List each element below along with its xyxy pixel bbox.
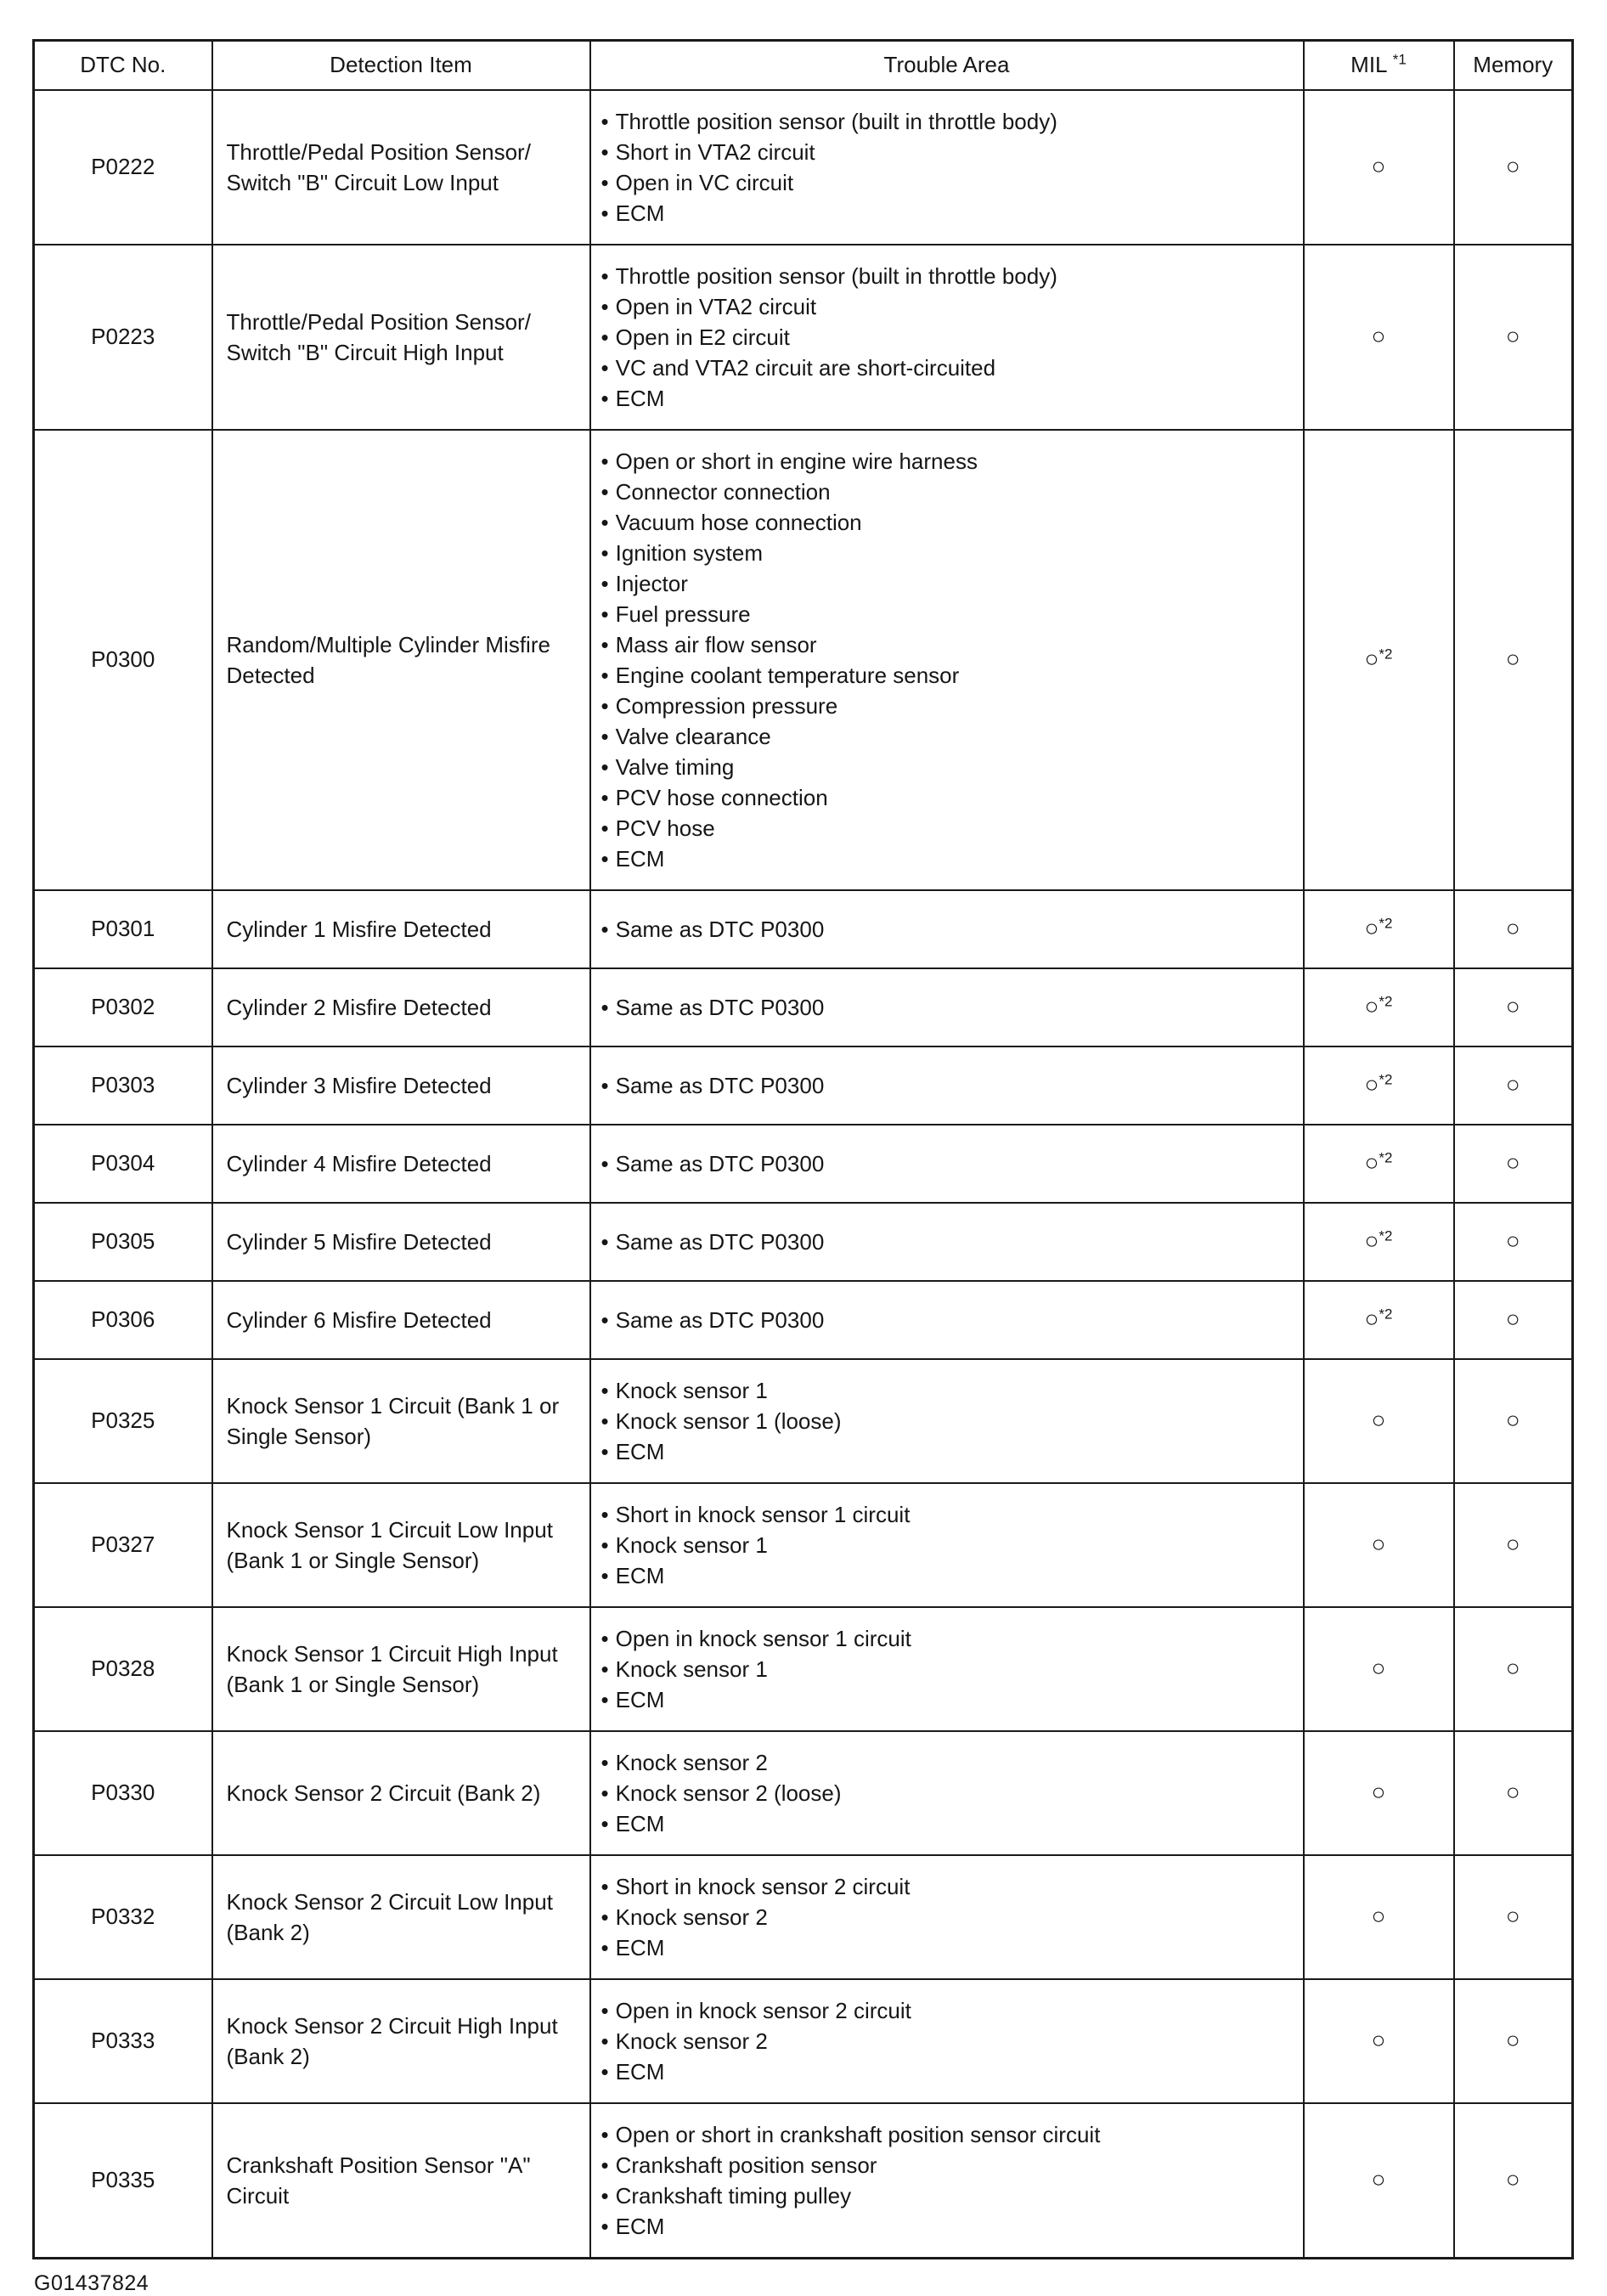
trouble-item: • ECM xyxy=(601,843,1294,874)
circle-icon: ○ xyxy=(1505,646,1520,672)
mil-cell xyxy=(1304,1855,1454,1979)
trouble-item: • Open in knock sensor 2 circuit xyxy=(601,1995,1294,2026)
bullet-icon: • xyxy=(601,108,609,134)
detection-item-cell: Cylinder 6 Misfire Detected xyxy=(212,1281,590,1359)
dtc-no-cell: P0335 xyxy=(34,2103,212,2259)
footnote-marker: *2 xyxy=(1379,1071,1393,1088)
dtc-no-cell: P0222 xyxy=(34,90,212,245)
footnote-marker: *1 xyxy=(1392,51,1407,68)
figure-code: G01437824 xyxy=(34,2271,149,2295)
circle-icon: ○ xyxy=(1505,915,1520,941)
detection-item-cell: Cylinder 5 Misfire Detected xyxy=(212,1203,590,1281)
trouble-item: • Ignition system xyxy=(601,538,1294,568)
bullet-icon: • xyxy=(601,1749,609,1775)
trouble-item: • Short in VTA2 circuit xyxy=(601,137,1294,167)
trouble-item: • Knock sensor 2 (loose) xyxy=(601,1778,1294,1808)
circle-icon: ○ xyxy=(1505,323,1520,349)
dtc-no-cell: P0332 xyxy=(34,1855,212,1979)
trouble-item: • Throttle position sensor (built in throttle body) xyxy=(601,106,1294,137)
trouble-item: • Knock sensor 2 xyxy=(601,1902,1294,1932)
trouble-item: • Knock sensor 1 xyxy=(601,1530,1294,1560)
detection-item-cell: Knock Sensor 1 Circuit (Bank 1 or Single Sensor) xyxy=(212,1359,590,1483)
trouble-area-cell xyxy=(590,890,1304,968)
detection-item-cell: Cylinder 2 Misfire Detected xyxy=(212,968,590,1046)
bullet-icon: • xyxy=(601,1532,609,1558)
circle-icon: ○ xyxy=(1505,2166,1520,2192)
detection-item-cell: Knock Sensor 2 Circuit (Bank 2) xyxy=(212,1731,590,1855)
circle-icon: ○ xyxy=(1371,153,1386,179)
header-trouble-area: Trouble Area xyxy=(590,41,1304,90)
bullet-icon: • xyxy=(601,2152,609,2178)
circle-icon: ○ xyxy=(1364,1071,1379,1097)
trouble-item: • Fuel pressure xyxy=(601,599,1294,629)
detection-item-cell: Throttle/Pedal Position Sensor/ Switch "B" Circuit Low Input xyxy=(212,90,590,245)
bullet-icon: • xyxy=(601,1501,609,1527)
memory-cell xyxy=(1454,2103,1573,2259)
trouble-item: • ECM xyxy=(601,383,1294,414)
circle-icon: ○ xyxy=(1364,993,1379,1019)
bullet-icon: • xyxy=(601,354,609,381)
circle-icon: ○ xyxy=(1505,1227,1520,1254)
footnote-marker: *2 xyxy=(1379,1306,1393,1323)
circle-icon: ○ xyxy=(1371,1407,1386,1433)
table-row xyxy=(34,90,1573,245)
bullet-icon: • xyxy=(601,1228,609,1255)
table-row xyxy=(34,430,1573,890)
trouble-item: • Short in knock sensor 1 circuit xyxy=(601,1499,1294,1530)
trouble-item: • ECM xyxy=(601,198,1294,228)
trouble-item: • ECM xyxy=(601,1436,1294,1467)
dtc-no-cell: P0305 xyxy=(34,1203,212,1281)
circle-icon: ○ xyxy=(1505,153,1520,179)
table-header-row xyxy=(34,41,1573,90)
mil-cell xyxy=(1304,1483,1454,1607)
bullet-icon: • xyxy=(601,2182,609,2209)
trouble-item: • Short in knock sensor 2 circuit xyxy=(601,1871,1294,1902)
bullet-icon: • xyxy=(601,1997,609,2023)
trouble-area-cell xyxy=(590,1125,1304,1203)
footnote-marker: *2 xyxy=(1379,1227,1393,1244)
bullet-icon: • xyxy=(601,324,609,350)
trouble-item: • Knock sensor 2 xyxy=(601,2026,1294,2056)
circle-icon: ○ xyxy=(1364,1149,1379,1176)
trouble-item: • Same as DTC P0300 xyxy=(601,1227,1294,1257)
bullet-icon: • xyxy=(601,1904,609,1930)
bullet-icon: • xyxy=(601,1377,609,1403)
trouble-area-cell xyxy=(590,1979,1304,2103)
header-detection-item: Detection Item xyxy=(212,41,590,90)
bullet-icon: • xyxy=(601,916,609,942)
trouble-item: • Knock sensor 1 xyxy=(601,1654,1294,1684)
mil-cell xyxy=(1304,2103,1454,2259)
mil-cell xyxy=(1304,890,1454,968)
header-memory: Memory xyxy=(1454,41,1573,90)
trouble-item: • PCV hose xyxy=(601,813,1294,843)
dtc-no-cell: P0302 xyxy=(34,968,212,1046)
bullet-icon: • xyxy=(601,293,609,319)
bullet-icon: • xyxy=(601,2058,609,2084)
bullet-icon: • xyxy=(601,2213,609,2239)
bullet-icon: • xyxy=(601,1934,609,1960)
trouble-area-cell xyxy=(590,2103,1304,2259)
circle-icon: ○ xyxy=(1371,1779,1386,1805)
bullet-icon: • xyxy=(601,1562,609,1588)
bullet-icon: • xyxy=(601,448,609,474)
bullet-icon: • xyxy=(601,200,609,226)
trouble-item: • Open in E2 circuit xyxy=(601,322,1294,353)
trouble-area-cell xyxy=(590,1855,1304,1979)
footnote-marker: *2 xyxy=(1379,915,1393,932)
memory-cell xyxy=(1454,1483,1573,1607)
trouble-item: • VC and VTA2 circuit are short-circuited xyxy=(601,353,1294,383)
bullet-icon: • xyxy=(601,2121,609,2147)
mil-cell xyxy=(1304,1979,1454,2103)
circle-icon: ○ xyxy=(1364,915,1379,941)
mil-cell xyxy=(1304,1607,1454,1731)
bullet-icon: • xyxy=(601,1625,609,1651)
bullet-icon: • xyxy=(601,1438,609,1464)
circle-icon: ○ xyxy=(1364,1227,1379,1254)
trouble-item: • Crankshaft position sensor xyxy=(601,2150,1294,2180)
detection-item-cell: Knock Sensor 1 Circuit Low Input (Bank 1 or Single Sensor) xyxy=(212,1483,590,1607)
circle-icon: ○ xyxy=(1505,1531,1520,1557)
trouble-area-cell xyxy=(590,1483,1304,1607)
trouble-item: • Open in knock sensor 1 circuit xyxy=(601,1623,1294,1654)
bullet-icon: • xyxy=(601,385,609,411)
trouble-area-cell xyxy=(590,1046,1304,1125)
circle-icon: ○ xyxy=(1371,1531,1386,1557)
mil-cell xyxy=(1304,1125,1454,1203)
memory-cell xyxy=(1454,968,1573,1046)
circle-icon: ○ xyxy=(1505,993,1520,1019)
circle-icon: ○ xyxy=(1371,2166,1386,2192)
bullet-icon: • xyxy=(601,692,609,719)
bullet-icon: • xyxy=(601,138,609,165)
memory-cell xyxy=(1454,1855,1573,1979)
trouble-area-cell xyxy=(590,1731,1304,1855)
table-row xyxy=(34,1483,1573,1607)
trouble-item: • Same as DTC P0300 xyxy=(601,1305,1294,1335)
trouble-item: • Compression pressure xyxy=(601,691,1294,721)
trouble-item: • Connector connection xyxy=(601,477,1294,507)
trouble-item: • Same as DTC P0300 xyxy=(601,914,1294,945)
trouble-area-cell xyxy=(590,1281,1304,1359)
circle-icon: ○ xyxy=(1505,1779,1520,1805)
memory-cell xyxy=(1454,1203,1573,1281)
table-row xyxy=(34,1359,1573,1483)
mil-cell xyxy=(1304,1731,1454,1855)
table-row xyxy=(34,1979,1573,2103)
trouble-area-cell xyxy=(590,245,1304,430)
bullet-icon: • xyxy=(601,570,609,596)
trouble-item: • ECM xyxy=(601,2056,1294,2087)
dtc-no-cell: P0325 xyxy=(34,1359,212,1483)
dtc-no-cell: P0223 xyxy=(34,245,212,430)
trouble-item: • Knock sensor 1 xyxy=(601,1375,1294,1406)
memory-cell xyxy=(1454,1125,1573,1203)
footnote-marker: *2 xyxy=(1379,993,1393,1010)
dtc-table xyxy=(32,39,1574,2259)
bullet-icon: • xyxy=(601,1150,609,1176)
detection-item-cell: Cylinder 4 Misfire Detected xyxy=(212,1125,590,1203)
bullet-icon: • xyxy=(601,1407,609,1434)
bullet-icon: • xyxy=(601,1810,609,1836)
table-row xyxy=(34,1281,1573,1359)
mil-cell xyxy=(1304,1359,1454,1483)
trouble-area-cell xyxy=(590,1203,1304,1281)
dtc-no-cell: P0327 xyxy=(34,1483,212,1607)
bullet-icon: • xyxy=(601,509,609,535)
detection-item-cell: Crankshaft Position Sensor "A" Circuit xyxy=(212,2103,590,2259)
detection-item-cell: Throttle/Pedal Position Sensor/ Switch "B" Circuit High Input xyxy=(212,245,590,430)
mil-cell xyxy=(1304,90,1454,245)
circle-icon: ○ xyxy=(1371,1655,1386,1681)
trouble-item: • Injector xyxy=(601,568,1294,599)
circle-icon: ○ xyxy=(1505,1149,1520,1176)
bullet-icon: • xyxy=(601,662,609,688)
bullet-icon: • xyxy=(601,169,609,195)
trouble-item: • Same as DTC P0300 xyxy=(601,1148,1294,1179)
dtc-no-cell: P0328 xyxy=(34,1607,212,1731)
bullet-icon: • xyxy=(601,631,609,657)
memory-cell xyxy=(1454,890,1573,968)
trouble-item: • Open or short in crankshaft position sensor circuit xyxy=(601,2119,1294,2150)
mil-cell xyxy=(1304,1203,1454,1281)
table-row xyxy=(34,1046,1573,1125)
table-row xyxy=(34,1731,1573,1855)
table-row xyxy=(34,1125,1573,1203)
trouble-item: • Valve clearance xyxy=(601,721,1294,752)
bullet-icon: • xyxy=(601,601,609,627)
trouble-item: • ECM xyxy=(601,1808,1294,1839)
dtc-no-cell: P0300 xyxy=(34,430,212,890)
trouble-item: • ECM xyxy=(601,1560,1294,1591)
bullet-icon: • xyxy=(601,753,609,780)
detection-item-cell: Random/Multiple Cylinder Misfire Detected xyxy=(212,430,590,890)
bullet-icon: • xyxy=(601,1780,609,1806)
bullet-icon: • xyxy=(601,478,609,505)
trouble-item: • ECM xyxy=(601,2211,1294,2242)
detection-item-cell: Knock Sensor 1 Circuit High Input (Bank 1 or Single Sensor) xyxy=(212,1607,590,1731)
table-row xyxy=(34,2103,1573,2259)
memory-cell xyxy=(1454,430,1573,890)
circle-icon: ○ xyxy=(1371,2027,1386,2053)
table-row xyxy=(34,890,1573,968)
bullet-icon: • xyxy=(601,1072,609,1098)
mil-cell xyxy=(1304,430,1454,890)
circle-icon: ○ xyxy=(1371,1903,1386,1929)
trouble-item: • ECM xyxy=(601,1684,1294,1715)
dtc-no-cell: P0333 xyxy=(34,1979,212,2103)
table-body xyxy=(34,90,1573,2259)
dtc-no-cell: P0306 xyxy=(34,1281,212,1359)
trouble-item: • Same as DTC P0300 xyxy=(601,992,1294,1023)
bullet-icon: • xyxy=(601,784,609,810)
circle-icon: ○ xyxy=(1505,2027,1520,2053)
circle-icon: ○ xyxy=(1505,1407,1520,1433)
circle-icon: ○ xyxy=(1505,1306,1520,1332)
dtc-no-cell: P0304 xyxy=(34,1125,212,1203)
trouble-area-cell xyxy=(590,430,1304,890)
bullet-icon: • xyxy=(601,539,609,566)
detection-item-cell: Cylinder 1 Misfire Detected xyxy=(212,890,590,968)
footnote-marker: *2 xyxy=(1379,1149,1393,1166)
table-row xyxy=(34,1855,1573,1979)
trouble-item: • ECM xyxy=(601,1932,1294,1963)
trouble-item: • Same as DTC P0300 xyxy=(601,1070,1294,1101)
memory-cell xyxy=(1454,1607,1573,1731)
memory-cell xyxy=(1454,245,1573,430)
memory-cell xyxy=(1454,90,1573,245)
mil-cell xyxy=(1304,968,1454,1046)
table-row xyxy=(34,245,1573,430)
circle-icon: ○ xyxy=(1371,323,1386,349)
trouble-item: • Vacuum hose connection xyxy=(601,507,1294,538)
mil-cell xyxy=(1304,1281,1454,1359)
dtc-no-cell: P0303 xyxy=(34,1046,212,1125)
circle-icon: ○ xyxy=(1505,1903,1520,1929)
detection-item-cell: Cylinder 3 Misfire Detected xyxy=(212,1046,590,1125)
trouble-item: • Open in VTA2 circuit xyxy=(601,291,1294,322)
trouble-item: • PCV hose connection xyxy=(601,782,1294,813)
bullet-icon: • xyxy=(601,2028,609,2054)
trouble-item: • Valve timing xyxy=(601,752,1294,782)
bullet-icon: • xyxy=(601,815,609,841)
trouble-item: • Knock sensor 1 (loose) xyxy=(601,1406,1294,1436)
dtc-no-cell: P0330 xyxy=(34,1731,212,1855)
bullet-icon: • xyxy=(601,1656,609,1682)
trouble-item: • Throttle position sensor (built in throttle body) xyxy=(601,261,1294,291)
bullet-icon: • xyxy=(601,1873,609,1899)
trouble-area-cell xyxy=(590,90,1304,245)
memory-cell xyxy=(1454,1731,1573,1855)
header-dtc-no: DTC No. xyxy=(34,41,212,90)
table-row xyxy=(34,1203,1573,1281)
trouble-area-cell xyxy=(590,1359,1304,1483)
bullet-icon: • xyxy=(601,723,609,749)
detection-item-cell: Knock Sensor 2 Circuit Low Input (Bank 2) xyxy=(212,1855,590,1979)
circle-icon: ○ xyxy=(1364,646,1379,672)
table-row xyxy=(34,1607,1573,1731)
memory-cell xyxy=(1454,1979,1573,2103)
dtc-no-cell: P0301 xyxy=(34,890,212,968)
bullet-icon: • xyxy=(601,845,609,872)
trouble-item: • Engine coolant temperature sensor xyxy=(601,660,1294,691)
trouble-area-cell xyxy=(590,968,1304,1046)
circle-icon: ○ xyxy=(1505,1071,1520,1097)
bullet-icon: • xyxy=(601,262,609,289)
bullet-icon: • xyxy=(601,994,609,1020)
table-row xyxy=(34,968,1573,1046)
mil-cell xyxy=(1304,245,1454,430)
circle-icon: ○ xyxy=(1505,1655,1520,1681)
header-mil xyxy=(1304,41,1454,90)
detection-item-cell: Knock Sensor 2 Circuit High Input (Bank 2) xyxy=(212,1979,590,2103)
memory-cell xyxy=(1454,1359,1573,1483)
memory-cell xyxy=(1454,1281,1573,1359)
trouble-item: • Open or short in engine wire harness xyxy=(601,446,1294,477)
trouble-item: • Mass air flow sensor xyxy=(601,629,1294,660)
trouble-area-cell xyxy=(590,1607,1304,1731)
bullet-icon: • xyxy=(601,1306,609,1333)
bullet-icon: • xyxy=(601,1686,609,1712)
trouble-item: • Knock sensor 2 xyxy=(601,1747,1294,1778)
trouble-item: • Crankshaft timing pulley xyxy=(601,2180,1294,2211)
footnote-marker: *2 xyxy=(1379,646,1393,663)
memory-cell xyxy=(1454,1046,1573,1125)
header-mil-label: MIL xyxy=(1350,52,1393,78)
trouble-item: • Open in VC circuit xyxy=(601,167,1294,198)
mil-cell xyxy=(1304,1046,1454,1125)
circle-icon: ○ xyxy=(1364,1306,1379,1332)
